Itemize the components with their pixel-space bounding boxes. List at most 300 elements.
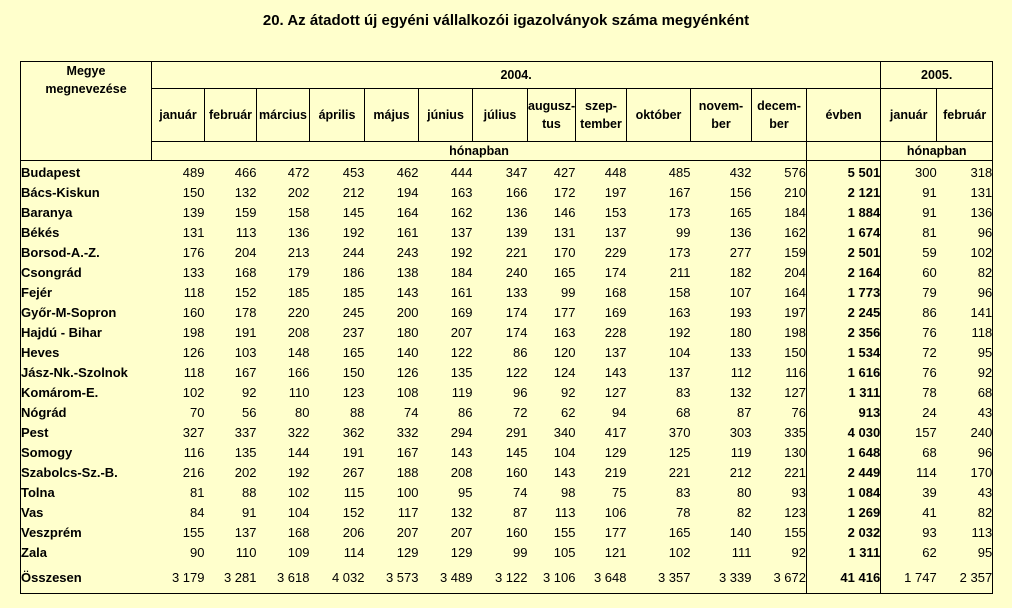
month-value-2004: 83 [676, 485, 691, 500]
month-value-2004: 96 [513, 385, 528, 400]
county-name: Tolna [21, 483, 152, 503]
month-value-2004: 137 [450, 225, 473, 240]
month-value-2004: 166 [287, 365, 310, 380]
month-value-2005: 62 [922, 545, 937, 560]
month-value-2004: 121 [604, 545, 627, 560]
county-name: Somogy [21, 443, 152, 463]
month-value-2004: 129 [604, 445, 627, 460]
month-value-2004: 87 [513, 505, 528, 520]
table-row [21, 463, 993, 483]
month-value-2004: 68 [676, 405, 691, 420]
county-name: Csongrád [21, 263, 152, 283]
month-value-2004: 152 [234, 285, 257, 300]
month-value-2004: 136 [287, 225, 310, 240]
table-row [21, 243, 993, 263]
month-value-2004: 87 [737, 405, 752, 420]
month-value-2004: 291 [505, 425, 528, 440]
month-value-2004: 210 [784, 185, 806, 200]
table-row [21, 263, 993, 283]
county-header-line2: megnevezése [45, 82, 127, 96]
month-value-2004: 169 [450, 305, 473, 320]
month-value-2004: 153 [604, 205, 627, 220]
month-value-2004: 132 [729, 385, 752, 400]
month-value-2005: 114 [915, 465, 937, 480]
month-value-2004: 152 [342, 505, 365, 520]
month-value-2004: 127 [604, 385, 627, 400]
month-value-2004: 347 [505, 165, 528, 180]
month-value-2004: 112 [730, 365, 752, 380]
annual-value: 2 449 [807, 463, 881, 483]
month-header-2005: január [881, 89, 937, 142]
month-value-2004: 159 [784, 245, 806, 260]
month-value-2004: 202 [287, 185, 310, 200]
month-value-2004: 74 [404, 405, 419, 420]
month-value-2004: 155 [182, 525, 205, 540]
unit-2005-label: hónapban [881, 142, 993, 161]
month-value-2004: 76 [791, 405, 806, 420]
month-value-2004: 167 [396, 445, 419, 460]
month-value-2004: 98 [561, 485, 576, 500]
month-value-2004: 99 [676, 225, 691, 240]
month-value-2004: 148 [287, 345, 310, 360]
month-value-2004: 86 [513, 345, 528, 360]
month-value-2004: 173 [668, 205, 691, 220]
month-value-2005: 82 [937, 503, 993, 523]
month-value-2004: 427 [553, 165, 576, 180]
month-value-2004: 130 [784, 445, 806, 460]
month-value-2004: 114 [343, 545, 365, 560]
month-value-2004: 165 [729, 205, 752, 220]
month-value-2004: 332 [396, 425, 419, 440]
month-value-2004: 158 [668, 285, 691, 300]
year-2005-header: 2005. [881, 62, 993, 89]
month-value-2004: 158 [287, 205, 310, 220]
annual-value: 2 356 [807, 323, 881, 343]
month-value-2005: 43 [937, 483, 993, 503]
month-value-2004: 143 [450, 445, 473, 460]
month-value-2004: 165 [342, 345, 365, 360]
month-value-2004: 123 [342, 385, 365, 400]
month-value-2005: 39 [922, 485, 937, 500]
county-name: Budapest [21, 161, 152, 184]
month-value-2005: 86 [922, 305, 937, 320]
month-value-2004: 116 [785, 365, 806, 380]
month-value-2004: 185 [287, 285, 310, 300]
month-value-2004: 163 [668, 305, 691, 320]
month-value-2004: 129 [396, 545, 419, 560]
month-value-2004: 102 [287, 485, 310, 500]
month-value-2004: 111 [731, 545, 752, 560]
month-value-2004: 193 [729, 305, 752, 320]
month-value-2004: 139 [182, 205, 205, 220]
month-header-2004: június [419, 89, 473, 142]
month-value-2004: 113 [235, 225, 257, 240]
annual-value: 4 030 [807, 423, 881, 443]
month-value-2004: 163 [553, 325, 576, 340]
month-header-2004: október [627, 89, 691, 142]
month-header-2004: decem- ber [752, 89, 807, 142]
month-value-2005: 157 [914, 425, 937, 440]
month-value-2004: 137 [604, 225, 627, 240]
annual-value: 41 416 [807, 563, 881, 594]
month-value-2004: 104 [668, 345, 691, 360]
month-value-2004: 133 [729, 345, 752, 360]
county-name: Borsod-A.-Z. [21, 243, 152, 263]
annual-value: 1 616 [807, 363, 881, 383]
month-value-2004: 277 [729, 245, 752, 260]
month-value-2004: 75 [612, 485, 627, 500]
month-value-2005: 72 [922, 345, 937, 360]
table-row [21, 343, 993, 363]
month-value-2004: 173 [668, 245, 691, 260]
month-value-2004: 104 [553, 445, 576, 460]
month-value-2004: 294 [450, 425, 473, 440]
month-value-2004: 136 [505, 205, 528, 220]
month-value-2005: 96 [937, 223, 993, 243]
annual-value: 1 269 [807, 503, 881, 523]
county-name: Összesen [21, 563, 152, 594]
month-value-2004: 143 [553, 465, 576, 480]
month-value-2004: 86 [458, 405, 473, 420]
county-name: Jász-Nk.-Szolnok [21, 363, 152, 383]
month-value-2004: 165 [668, 525, 691, 540]
month-value-2004: 216 [182, 465, 205, 480]
annual-value: 1 311 [807, 543, 881, 563]
month-value-2004: 370 [668, 425, 691, 440]
month-value-2005: 76 [922, 365, 937, 380]
month-value-2004: 122 [450, 345, 473, 360]
month-value-2004: 146 [553, 205, 576, 220]
month-value-2004: 194 [396, 185, 419, 200]
month-value-2005: 170 [937, 463, 993, 483]
table-body [21, 161, 993, 594]
month-value-2005: 24 [922, 405, 937, 420]
month-value-2004: 444 [450, 165, 473, 180]
month-value-2004: 206 [342, 525, 365, 540]
month-value-2004: 145 [505, 445, 528, 460]
month-value-2004: 229 [604, 245, 627, 260]
month-value-2004: 155 [784, 525, 806, 540]
month-value-2005: 92 [937, 363, 993, 383]
month-value-2004: 208 [450, 465, 473, 480]
table-row [21, 323, 993, 343]
table-row [21, 423, 993, 443]
month-value-2004: 177 [553, 305, 576, 320]
month-value-2005: 95 [937, 343, 993, 363]
month-value-2005: 136 [937, 203, 993, 223]
table-row [21, 523, 993, 543]
month-value-2005: 96 [937, 283, 993, 303]
month-value-2004: 160 [505, 525, 528, 540]
month-value-2004: 198 [784, 325, 806, 340]
annual-value: 1 648 [807, 443, 881, 463]
month-value-2004: 138 [396, 265, 419, 280]
month-value-2004: 95 [458, 485, 473, 500]
month-value-2004: 99 [513, 545, 528, 560]
month-value-2004: 3 618 [257, 563, 310, 594]
month-value-2004: 145 [342, 205, 365, 220]
month-value-2004: 127 [784, 385, 806, 400]
month-value-2004: 84 [190, 505, 205, 520]
month-value-2004: 176 [182, 245, 205, 260]
month-value-2004: 135 [450, 365, 473, 380]
month-value-2004: 131 [182, 225, 205, 240]
month-value-2004: 192 [342, 225, 365, 240]
month-value-2004: 184 [784, 205, 806, 220]
month-value-2004: 107 [729, 285, 752, 300]
month-value-2004: 137 [604, 345, 627, 360]
month-value-2004: 92 [791, 545, 806, 560]
month-value-2004: 335 [784, 425, 806, 440]
month-value-2005: 93 [922, 525, 937, 540]
month-value-2004: 165 [553, 265, 576, 280]
month-value-2005: 1 747 [881, 563, 937, 594]
month-value-2004: 125 [668, 445, 691, 460]
county-name: Bács-Kiskun [21, 183, 152, 203]
table-row [21, 503, 993, 523]
month-value-2004: 432 [729, 165, 752, 180]
month-value-2004: 340 [553, 425, 576, 440]
year-2004-header: 2004. [152, 62, 881, 89]
month-value-2004: 198 [182, 325, 205, 340]
month-value-2004: 140 [396, 345, 419, 360]
month-value-2004: 88 [350, 405, 365, 420]
month-value-2005: 41 [922, 505, 937, 520]
month-value-2004: 137 [668, 365, 691, 380]
table-row [21, 483, 993, 503]
month-value-2004: 211 [669, 265, 691, 280]
month-value-2004: 213 [287, 245, 310, 260]
month-value-2005: 102 [937, 243, 993, 263]
month-value-2004: 109 [287, 545, 310, 560]
month-value-2004: 327 [182, 425, 205, 440]
month-value-2004: 160 [505, 465, 528, 480]
month-value-2004: 245 [342, 305, 365, 320]
month-value-2004: 169 [604, 305, 627, 320]
month-value-2004: 80 [737, 485, 752, 500]
month-value-2004: 303 [729, 425, 752, 440]
month-value-2004: 135 [234, 445, 257, 460]
table-row [21, 223, 993, 243]
table-row [21, 383, 993, 403]
month-value-2004: 110 [288, 385, 310, 400]
month-value-2004: 100 [396, 485, 419, 500]
month-value-2004: 228 [604, 325, 627, 340]
month-value-2004: 166 [505, 185, 528, 200]
month-value-2004: 267 [342, 465, 365, 480]
month-value-2005: 240 [937, 423, 993, 443]
month-header-2004: március [257, 89, 310, 142]
annual-value: 1 773 [807, 283, 881, 303]
month-value-2004: 177 [604, 525, 627, 540]
month-value-2004: 118 [183, 365, 205, 380]
unit-annual-empty [807, 142, 881, 161]
month-value-2004: 124 [553, 365, 576, 380]
month-value-2005: 131 [937, 183, 993, 203]
month-value-2004: 123 [784, 505, 806, 520]
month-value-2004: 161 [450, 285, 473, 300]
annual-value: 2 245 [807, 303, 881, 323]
annual-value: 1 884 [807, 203, 881, 223]
month-value-2004: 117 [397, 505, 419, 520]
month-value-2004: 466 [234, 165, 257, 180]
month-value-2004: 120 [553, 345, 576, 360]
month-value-2005: 96 [937, 443, 993, 463]
table-row [21, 283, 993, 303]
month-header-2004: augusz- tus [528, 89, 576, 142]
month-value-2005: 318 [937, 161, 993, 184]
month-value-2004: 155 [553, 525, 576, 540]
month-value-2004: 186 [342, 265, 365, 280]
month-value-2004: 150 [182, 185, 205, 200]
month-value-2004: 185 [342, 285, 365, 300]
month-value-2004: 106 [604, 505, 627, 520]
table-row [21, 443, 993, 463]
month-value-2004: 108 [396, 385, 419, 400]
month-value-2004: 132 [450, 505, 473, 520]
data-table [20, 61, 993, 594]
unit-2004-label: hónapban [152, 142, 807, 161]
county-name: Nógrád [21, 403, 152, 423]
month-value-2005: 60 [922, 265, 937, 280]
annual-value: 2 164 [807, 263, 881, 283]
month-value-2004: 221 [668, 465, 691, 480]
month-value-2004: 337 [234, 425, 257, 440]
month-value-2004: 180 [729, 325, 752, 340]
month-value-2004: 113 [554, 505, 576, 520]
month-header-2004: május [365, 89, 419, 142]
month-value-2004: 162 [450, 205, 473, 220]
month-value-2004: 129 [450, 545, 473, 560]
month-value-2004: 191 [234, 325, 257, 340]
month-value-2004: 92 [561, 385, 576, 400]
month-value-2004: 140 [729, 525, 752, 540]
county-name: Győr-M-Sopron [21, 303, 152, 323]
month-value-2004: 208 [287, 325, 310, 340]
month-value-2004: 70 [190, 405, 205, 420]
month-value-2004: 132 [234, 185, 257, 200]
month-value-2004: 485 [668, 165, 691, 180]
month-value-2004: 244 [342, 245, 365, 260]
month-value-2004: 164 [784, 285, 806, 300]
month-value-2004: 126 [396, 365, 419, 380]
month-value-2004: 172 [553, 185, 576, 200]
month-value-2004: 204 [234, 245, 257, 260]
month-value-2004: 80 [295, 405, 310, 420]
month-value-2004: 3 281 [205, 563, 257, 594]
month-value-2004: 188 [396, 465, 419, 480]
month-value-2004: 83 [676, 385, 691, 400]
month-value-2004: 168 [604, 285, 627, 300]
month-value-2005: 2 357 [937, 563, 993, 594]
month-value-2004: 221 [784, 465, 806, 480]
month-value-2005: 300 [914, 165, 937, 180]
annual-header: évben [807, 89, 881, 142]
month-value-2004: 143 [396, 285, 419, 300]
annual-value: 1 084 [807, 483, 881, 503]
month-value-2004: 91 [242, 505, 257, 520]
month-value-2004: 3 179 [152, 563, 205, 594]
month-value-2004: 192 [450, 245, 473, 260]
month-value-2004: 93 [791, 485, 806, 500]
month-value-2004: 448 [604, 165, 627, 180]
month-value-2004: 115 [343, 485, 365, 500]
month-value-2004: 202 [234, 465, 257, 480]
table-row [21, 543, 993, 563]
month-value-2004: 167 [234, 365, 257, 380]
month-value-2004: 102 [668, 545, 691, 560]
month-value-2004: 212 [342, 185, 365, 200]
month-value-2004: 192 [287, 465, 310, 480]
month-header-2004: szep- tember [576, 89, 627, 142]
county-name: Pest [21, 423, 152, 443]
month-value-2004: 207 [450, 525, 473, 540]
month-header-2004: április [310, 89, 365, 142]
month-value-2004: 74 [513, 485, 528, 500]
month-value-2004: 170 [553, 245, 576, 260]
table-row [21, 161, 993, 184]
month-value-2004: 164 [396, 205, 419, 220]
table-header [21, 62, 993, 161]
month-value-2004: 3 106 [528, 563, 576, 594]
table-title: 20. Az átadott új egyéni vállalkozói igazolványok száma megyénként [262, 12, 750, 29]
annual-value: 1 674 [807, 223, 881, 243]
month-value-2004: 184 [450, 265, 473, 280]
month-value-2004: 102 [182, 385, 205, 400]
month-value-2004: 160 [182, 305, 205, 320]
table-row [21, 183, 993, 203]
month-value-2005: 91 [922, 205, 937, 220]
month-value-2004: 88 [242, 485, 257, 500]
month-value-2004: 81 [190, 485, 205, 500]
month-value-2004: 92 [242, 385, 257, 400]
month-value-2005: 79 [922, 285, 937, 300]
month-value-2004: 207 [450, 325, 473, 340]
month-value-2005: 95 [937, 543, 993, 563]
month-header-2004: január [152, 89, 205, 142]
county-name: Szabolcs-Sz.-B. [21, 463, 152, 483]
month-header-2004: február [205, 89, 257, 142]
county-name: Baranya [21, 203, 152, 223]
month-value-2004: 4 032 [310, 563, 365, 594]
month-value-2004: 78 [676, 505, 691, 520]
county-name: Komárom-E. [21, 383, 152, 403]
month-value-2004: 180 [396, 325, 419, 340]
month-value-2004: 168 [234, 265, 257, 280]
month-value-2004: 131 [553, 225, 576, 240]
annual-value: 913 [807, 403, 881, 423]
month-value-2004: 136 [729, 225, 752, 240]
month-value-2004: 362 [342, 425, 365, 440]
annual-value: 2 501 [807, 243, 881, 263]
month-value-2004: 133 [505, 285, 528, 300]
month-value-2004: 126 [182, 345, 205, 360]
month-value-2004: 99 [561, 285, 576, 300]
table-row [21, 363, 993, 383]
month-value-2004: 3 339 [691, 563, 752, 594]
month-header-2004: novem- ber [691, 89, 752, 142]
county-name: Veszprém [21, 523, 152, 543]
month-value-2004: 453 [342, 165, 365, 180]
month-value-2004: 462 [396, 165, 419, 180]
month-value-2004: 191 [342, 445, 365, 460]
month-value-2005: 43 [937, 403, 993, 423]
month-value-2004: 240 [505, 265, 528, 280]
month-value-2004: 168 [287, 525, 310, 540]
month-value-2004: 178 [234, 305, 257, 320]
month-value-2004: 103 [234, 345, 257, 360]
month-value-2005: 113 [937, 523, 993, 543]
